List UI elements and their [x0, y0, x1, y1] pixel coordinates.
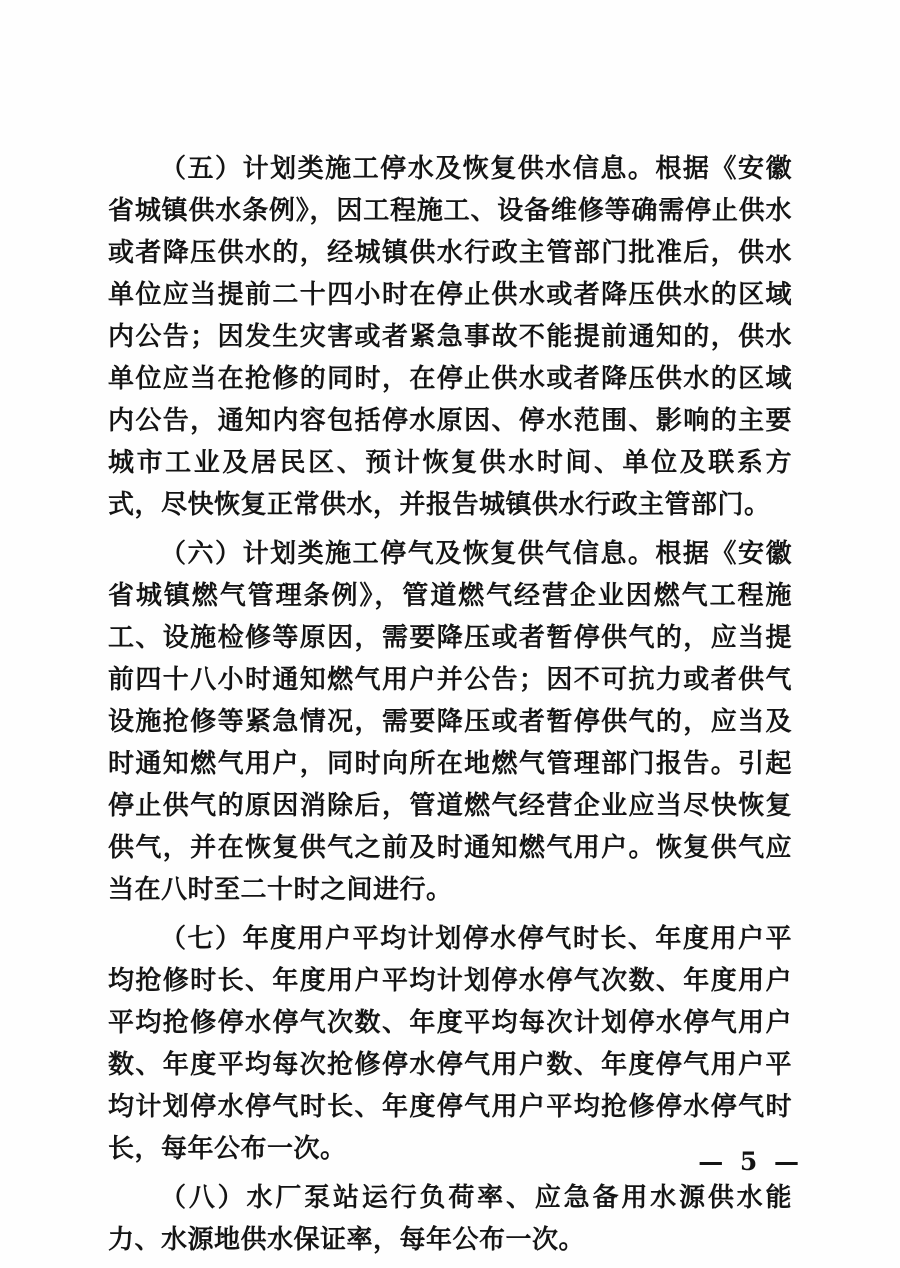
page-number: — 5 — — [698, 1147, 803, 1176]
document-text-block — [108, 148, 792, 1268]
page-footer — [503, 1146, 803, 1178]
paragraph-item-5: （五）计划类施工停水及恢复供水信息。根据《安徽省城镇供水条例》，因工程施工、设备维修等确需停止供水或者降压供水的，经城镇供水行政主管部门批准后，供水单位应当提前二十四小时在停止供水或者降压供水的区域内公告；因发生灾害或者紧急事故不能提前通知的，供水单位应当在抢修的同时，在停止供水或者降压供水的区域内公告，通知内容包括停水原因、停水范围、影响的主要城市工业及居民区、预计恢复供水时间、单位及联系方式，尽快恢复正常供水，并报告城镇供水行政主管部门。 — [108, 154, 792, 520]
paragraph-item-7: （七）年度用户平均计划停水停气时长、年度用户平均抢修时长、年度用户平均计划停水停气次数、年度用户平均抢修停水停气次数、年度平均每次计划停水停气用户数、年度平均每次抢修停水停气用户数、年度停气用户平均计划停水停气时长、年度停气用户平均抢修停水停气时长，每年公布一次。 — [108, 924, 792, 1164]
paragraph-item-8: （八）水厂泵站运行负荷率、应急备用水源供水能力、水源地供水保证率，每年公布一次。 — [108, 1183, 792, 1255]
paragraph-item-6: （六）计划类施工停气及恢复供气信息。根据《安徽省城镇燃气管理条例》，管道燃气经营企业因燃气工程施工、设施检修等原因，需要降压或者暂停供气的，应当提前四十八小时通知燃气用户并公告；因不可抗力或者供气设施抢修等紧急情况，需要降压或者暂停供气的，应当及时通知燃气用户，同时向所在地燃气管理部门报告。引起停止供气的原因消除后，管道燃气经营企业应当尽快恢复供气，并在恢复供气之前及时通知燃气用户。恢复供气应当在八时至二十时之间进行。 — [108, 539, 792, 905]
